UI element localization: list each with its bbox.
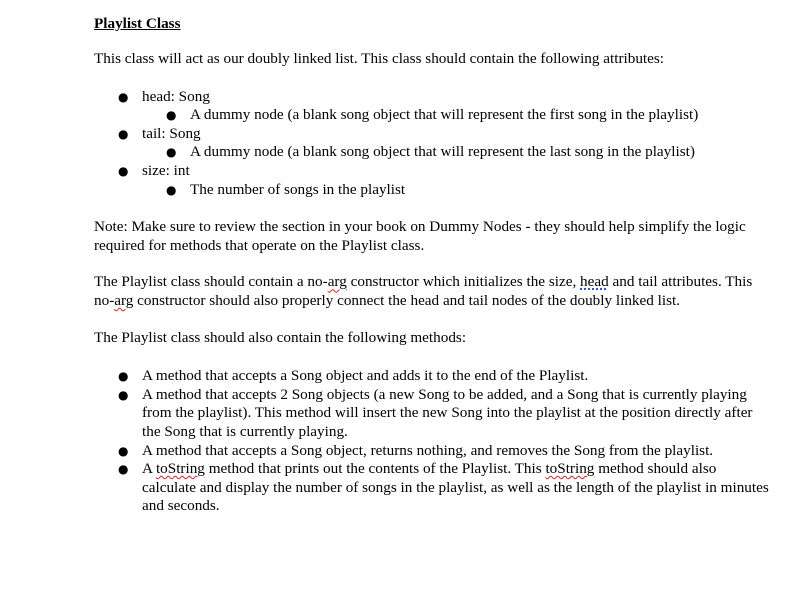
methods-intro-paragraph: The Playlist class should also contain the following methods: (94, 328, 467, 346)
spelling-flag-arg[interactable]: arg (114, 291, 134, 309)
bullet-icon: ● (118, 163, 129, 178)
method-text: A method that accepts a Song object and adds it to the end of the Playlist. (142, 367, 589, 385)
method-item (94, 460, 774, 516)
attribute-detail (142, 106, 774, 125)
method-text: A method that accepts 2 Song objects (a new Song to be added, and a Song that is currently playing from the playlist). This method will insert the new Song into the playlist at the position directly after the Song that is currently playing. (142, 385, 753, 440)
bullet-icon: ● (118, 443, 129, 458)
methods-list (94, 367, 774, 516)
attribute-details (142, 143, 774, 162)
attribute-details (142, 181, 774, 200)
bullet-icon: ● (166, 108, 177, 123)
constructor-text: The Playlist class should contain a no- (94, 273, 328, 291)
bullet-icon: ● (118, 462, 129, 477)
attribute-name: size: int (142, 161, 190, 179)
bullet-icon: ● (118, 126, 129, 141)
attribute-name: head: Song (142, 87, 210, 105)
method-item (94, 386, 774, 442)
attribute-detail-text: A dummy node (a blank song object that will represent the last song in the playlist) (190, 143, 695, 161)
attribute-name: tail: Song (142, 124, 201, 142)
attribute-detail (142, 143, 774, 162)
attribute-item-tail (94, 125, 774, 162)
spelling-flag-tostring[interactable]: toString (155, 460, 205, 478)
attributes-list (94, 88, 774, 200)
attribute-item-size (94, 162, 774, 199)
method-item (94, 367, 774, 386)
attribute-details (142, 106, 774, 125)
document-page (94, 14, 774, 516)
method-text: method should also calculate and display the number of songs in the playlist, as well as the length of the playlist in minutes and seconds. (142, 460, 769, 515)
intro-paragraph: This class will act as our doubly linked list. This class should contain the following attributes: (94, 50, 665, 67)
constructor-text: and tail attributes. This no- (94, 273, 753, 309)
bullet-icon: ● (166, 182, 177, 197)
method-text: A (142, 460, 156, 478)
attribute-item-head (94, 88, 774, 125)
method-text: method that prints out the contents of the Playlist. This (204, 460, 546, 478)
document-title: Playlist Class (94, 15, 181, 32)
note-paragraph: Note: Make sure to review the section in your book on Dummy Nodes - they should help simplify the logic required for methods that operate on the Playlist class. (94, 218, 746, 254)
constructor-text: constructor should also properly connect the head and tail nodes of the doubly linked list. (133, 291, 680, 309)
grammar-flag-head[interactable]: head (580, 273, 609, 291)
spelling-flag-tostring[interactable]: toString (545, 460, 595, 478)
bullet-icon: ● (118, 369, 129, 384)
attribute-detail-text: The number of songs in the playlist (190, 180, 406, 198)
attribute-detail-text: A dummy node (a blank song object that will represent the first song in the playlist) (190, 106, 699, 124)
bullet-icon: ● (166, 145, 177, 160)
constructor-text: constructor which initializes the size, (346, 273, 581, 291)
bullet-icon: ● (118, 387, 129, 402)
attribute-detail (142, 181, 774, 200)
constructor-paragraph (94, 273, 774, 310)
method-item (94, 442, 774, 461)
method-text: A method that accepts a Song object, returns nothing, and removes the Song from the playlist. (142, 441, 714, 459)
spelling-flag-arg[interactable]: arg (327, 273, 347, 291)
bullet-icon: ● (118, 89, 129, 104)
